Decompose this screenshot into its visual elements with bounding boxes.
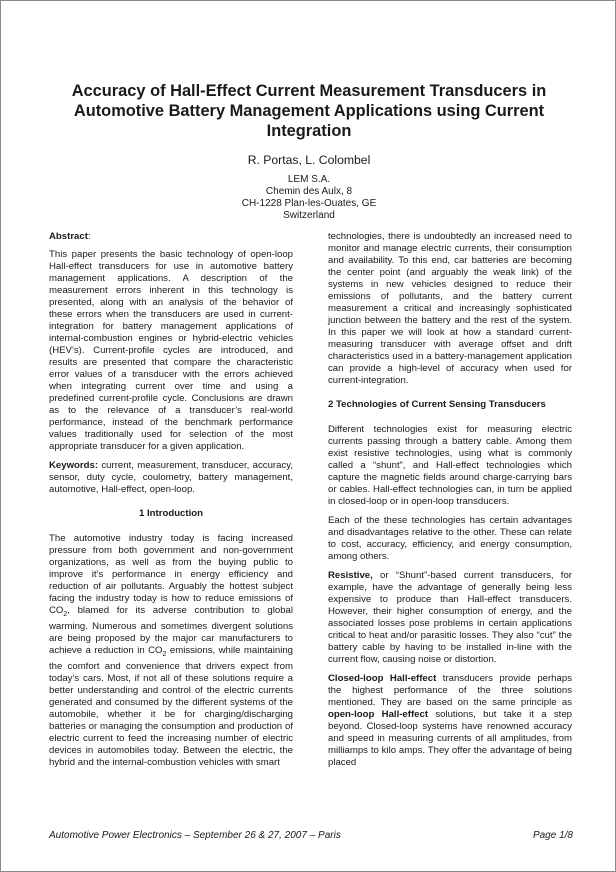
- keywords-label: Keywords:: [49, 460, 99, 471]
- section2-paragraph-resistive: Resistive, or “Shunt”-based current transducers, for example, have the advantage of generally being less expensive to produce than Hall-effect transducers. However, their higher consumption of energy, and the associated losses pose problems in certain applications critical to heat and/or parasitic losses. They also “cut” the battery cable by having to be installed in-line with the current flow, causing noise or distortion.: [328, 570, 572, 665]
- footer-conference: Automotive Power Electronics – September 26 & 27, 2007 – Paris: [49, 830, 341, 841]
- left-column: [49, 231, 293, 776]
- intro-paragraph: The automotive industry today is facing increased pressure from both government and non-government organizations, as well as from the buying public to improve it’s performance in energy efficiency and reduction of air pollutants. Arguably the hottest subject facing the industry today is how to reduce emissions of $CO_2$, blamed for its adverse contribution to global warming. Numerous and sometimes divergent solutions are being proposed by the major car manufacturers to achieve a reduction in $CO_2$ emissions, while maintaining the comfort and convenience that drivers expect from today’s cars. Most, if not all of these solutions require a better understanding and control of the electric currents generated and consumed by the different systems of the automobile, whether it be for charging/discharging batteries or managing the consumption and production of electric current to feed the increasing number of electric devices in automobiles today. Between the electric, the hybrid and the internal-combustion vehicles with smart: [49, 533, 293, 768]
- affiliation-line: Chemin des Aulx, 8: [265, 186, 353, 197]
- section2-paragraph: Different technologies exist for measuring electric currents passing through a battery cable. Among them exist resistive technologies, using what is commonly called a “shunt”, and Hall-effect technologies which capture the magnetic fields around charge-carrying bars or cables. Hall-effect technologies can, in turn be applied in closed-loop or in open-loop transducers.: [328, 424, 572, 507]
- affiliation-line: LEM S.A.: [287, 174, 331, 185]
- page-footer: [49, 830, 573, 841]
- affiliation: [1, 174, 616, 222]
- keywords-text: current, measurement, transducer, accuracy, sensor, duty cycle, coulometry, battery management, automotive, Hall-effect, open-loop.: [49, 460, 293, 495]
- keywords: [49, 460, 293, 496]
- section2-paragraph-closed-loop: Closed-loop Hall-effect transducers provide perhaps the highest performance of the three solutions mentioned. They are based on the same principle as open-loop Hall-effect solutions, but take it a step beyond. Closed-loop systems have renowned accuracy and speed in measuring currents of all amplitudes, from milliamps to kilo amps. They offer the advantage of being placed: [328, 673, 572, 768]
- affiliation-line: CH-1228 Plan-les-Ouates, GE: [241, 198, 377, 209]
- abstract-text: This paper presents the basic technology of open-loop Hall-effect transducers for use in automotive battery management applications. A description of the measurement errors inherent in this technology is presented, along with an analysis of the behavior of these errors when the transducers are used in current-integration for battery management applications of internal-combustion engines or hybrid-electric vehicles (HEV’s). Current-profile cycles are introduced, and results are presented that compare the characteristic error values of a transducer with the errors achieved when integrating current over time and using a predefined current-profile cycle. Conclusions are drawn as to the relevance of a transducer’s real-world performance, instead of the benchmark performance values traditionally used for selection of the most appropriate transducer for a given application.: [49, 249, 293, 452]
- footer-page-number: Page 1/8: [532, 830, 573, 841]
- section-heading-technologies: 2 Technologies of Current Sensing Transducers: [328, 399, 546, 410]
- right-column: [328, 231, 572, 776]
- section2-paragraph: Each of the these technologies has certain advantages and disadvantages relative to the other. These can relate to cost, accuracy, efficiency, and energy consumption, among others.: [328, 515, 572, 562]
- paper-authors: R. Portas, L. Colombel: [247, 153, 371, 167]
- section-heading-intro: 1 Introduction: [139, 508, 203, 519]
- intro-paragraph-continued: technologies, there is undoubtedly an increased need to monitor and manage electric currents, their consumption and availability. To this end, car batteries are becoming the center point (and arguably the weak link) of the systems in new vehicles designed to reduce their emissions of pollutants, and the battery current measurement a critical and increasingly sophisticated junction between the battery and the rest of the system. In this paper we will look at how a standard current-measuring transducer with average offset and drift characteristics used in a battery-management application can provide a high-level of accuracy when used for current-integration.: [328, 231, 572, 386]
- affiliation-line: Switzerland: [283, 210, 335, 221]
- abstract-heading: Abstract:: [49, 231, 91, 242]
- paper-title: Accuracy of Hall-Effect Current Measurement Transducers in Automotive Battery Management Applications using Current Integration: [71, 82, 547, 140]
